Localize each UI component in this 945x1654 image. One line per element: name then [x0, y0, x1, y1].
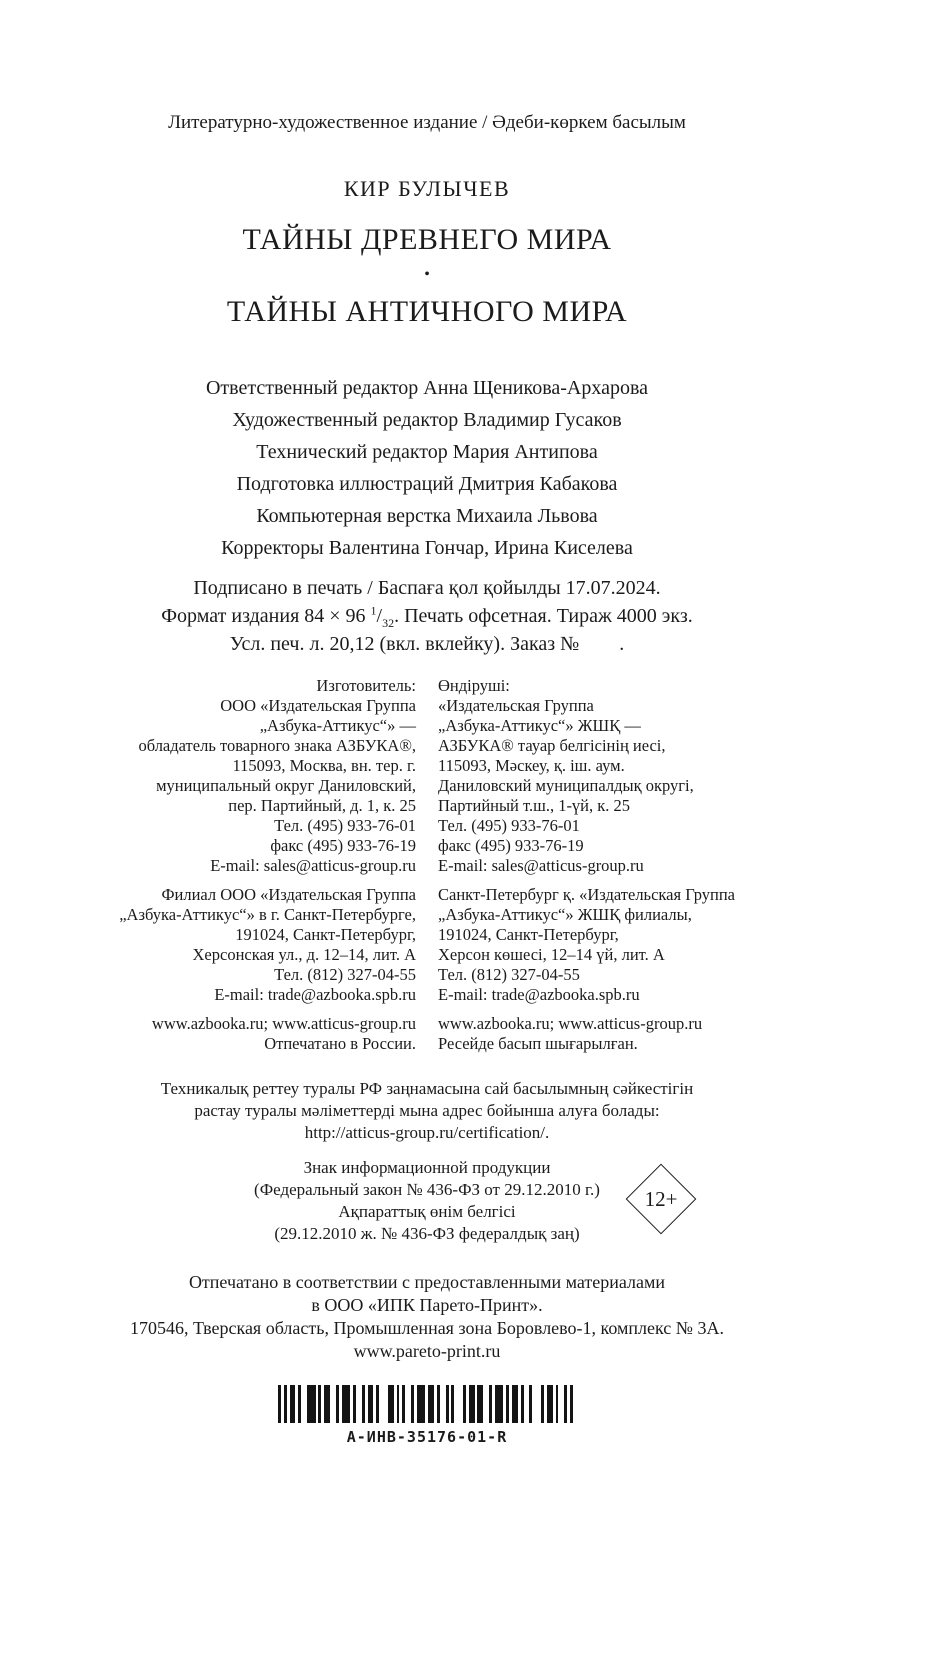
certification-line: Техникалық реттеу туралы РФ заңнамасына сай басылымның сәйкестігін [160, 1079, 694, 1098]
print-details [107, 574, 747, 658]
barcode-bar [495, 1385, 504, 1423]
fraction-slash: / [376, 605, 383, 627]
credit-line: Художественный редактор Владимир Гусаков [232, 409, 622, 431]
printing-house-section [107, 1271, 747, 1363]
imprint-line: Тел. (812) 327-04-55 [438, 965, 580, 984]
age-rating-line: (Федеральный закон № 436-ФЗ от 29.12.2010 г.) [254, 1180, 600, 1199]
credit-line: Ответственный редактор Анна Щеникова-Архарова [205, 377, 649, 399]
imprint-line: обладатель товарного знака АЗБУКА®, [138, 736, 416, 755]
credit-line: Компьютерная верстка Михаила Львова [256, 505, 598, 527]
age-rating-line: Ақпараттық өнім белгісі [338, 1202, 516, 1221]
imprint-column-russian [107, 676, 416, 1054]
imprint-line: E-mail: trade@azbooka.spb.ru [214, 985, 416, 1004]
fraction-numerator: 1 [370, 603, 377, 618]
title-separator-bullet: • [424, 266, 430, 283]
web-block-ru [107, 1014, 416, 1054]
age-rating-section [107, 1157, 747, 1245]
edition-note: Литературно-художественное издание / Әдеби-көркем басылым [168, 112, 686, 133]
imprint-line: «Издательская Группа [438, 696, 594, 715]
barcode-block [107, 1385, 747, 1446]
certification-url: http://atticus-group.ru/certification/. [304, 1123, 550, 1142]
staff-credits [107, 372, 747, 564]
author-name: КИР БУЛЫЧЕВ [343, 176, 511, 201]
credit-line: Технический редактор Мария Антипова [256, 441, 598, 463]
credit-line: Корректоры Валентина Гончар, Ирина Киселева [221, 537, 633, 559]
imprint-line: ООО «Издательская Группа [220, 696, 416, 715]
fraction-denominator: 32 [382, 616, 395, 630]
imprint-line: Тел. (495) 933-76-01 [438, 816, 580, 835]
age-rating-badge [623, 1161, 699, 1237]
printing-house-line: 170546, Тверская область, Промышленная зона Боровлево-1, комплекс № 3А. [130, 1318, 724, 1338]
imprint-line: пер. Партийный, д. 1, к. 25 [228, 796, 416, 815]
format-line [107, 602, 747, 630]
imprint-line: 115093, Москва, вн. тер. г. [232, 756, 416, 775]
imprint-line: Филиал ООО «Издательская Группа [161, 885, 416, 904]
signed-to-print-line: Подписано в печать / Баспаға қол қойылды 17.07.2024. [193, 577, 661, 599]
format-line-prefix: Формат издания 84 × 96 [161, 605, 371, 627]
imprint-line: Тел. (812) 327-04-55 [274, 965, 416, 984]
imprint-line: „Азбука-Аттикус“» ЖШҚ — [438, 716, 641, 735]
printing-house-line: Отпечатано в соответствии с предоставленными материалами [188, 1272, 666, 1292]
imprint-columns [107, 676, 747, 1054]
imprint-line: АЗБУКА® тауар белгісінің иесі, [438, 736, 666, 755]
printing-house-line: в ООО «ИПК Парето-Принт». [311, 1295, 543, 1315]
imprint-line: Санкт-Петербург қ. «Издательская Группа [438, 885, 735, 904]
imprint-line: E-mail: sales@atticus-group.ru [210, 856, 416, 875]
barcode-bar [342, 1385, 351, 1423]
branch-block-ru [107, 885, 416, 1005]
imprint-line: Херсон көшесі, 12–14 үй, лит. А [438, 945, 665, 964]
imprint-column-kazakh [438, 676, 747, 1054]
imprint-line: E-mail: trade@azbooka.spb.ru [438, 985, 640, 1004]
certification-note [107, 1078, 747, 1144]
imprint-line: 191024, Санкт-Петербург, [235, 925, 416, 944]
age-rating-value: 12+ [644, 1187, 678, 1211]
imprint-line: E-mail: sales@atticus-group.ru [438, 856, 644, 875]
imprint-line: Даниловский муниципалдық округі, [438, 776, 694, 795]
imprint-line: Отпечатано в России. [264, 1034, 416, 1053]
barcode-space [573, 1385, 576, 1423]
imprint-line: факс (495) 933-76-19 [438, 836, 584, 855]
imprint-line: факс (495) 933-76-19 [270, 836, 416, 855]
imprint-line: Өндіруші: [438, 676, 510, 695]
barcode-label: А-ИНВ-35176-01-R [346, 1428, 508, 1446]
format-line-suffix: . Печать офсетная. Тираж 4000 экз. [394, 605, 693, 627]
order-line: Усл. печ. л. 20,12 (вкл. вклейку). Заказ № . [229, 633, 625, 655]
imprint-line: 191024, Санкт-Петербург, [438, 925, 619, 944]
imprint-line: „Азбука-Аттикус“» — [259, 716, 416, 735]
manufacturer-block-ru [107, 676, 416, 876]
printing-house-url: www.pareto-print.ru [353, 1341, 501, 1361]
imprint-line: „Азбука-Аттикус“» в г. Санкт-Петербурге, [119, 905, 416, 924]
age-rating-line: (29.12.2010 ж. № 436-ФЗ федералдық заң) [274, 1224, 580, 1243]
imprint-line: „Азбука-Аттикус“» ЖШҚ филиалы, [438, 905, 692, 924]
barcode-bar [307, 1385, 316, 1423]
imprint-line: муниципальный округ Даниловский, [156, 776, 416, 795]
imprint-line: www.azbooka.ru; www.atticus-group.ru [151, 1014, 416, 1033]
branch-block-kz [438, 885, 747, 1005]
age-rating-line: Знак информационной продукции [303, 1158, 551, 1177]
credit-line: Подготовка иллюстраций Дмитрия Кабакова [236, 473, 618, 495]
imprint-line: Херсонская ул., д. 12–14, лит. А [192, 945, 416, 964]
barcode-space [379, 1385, 388, 1423]
imprint-line: Ресейде басып шығарылған. [438, 1034, 638, 1053]
imprint-line: Тел. (495) 933-76-01 [274, 816, 416, 835]
book-title-2: ТАЙНЫ АНТИЧНОГО МИРА [226, 295, 628, 328]
imprint-line: www.azbooka.ru; www.atticus-group.ru [438, 1014, 703, 1033]
barcode-space [532, 1385, 541, 1423]
barcode-bar [417, 1385, 426, 1423]
imprint-line: 115093, Мәскеу, қ. іш. аум. [438, 756, 625, 775]
content-block [107, 0, 747, 1446]
certification-line: растау туралы мәліметтерді мына адрес бойынша алуға болады: [194, 1101, 660, 1120]
manufacturer-block-kz [438, 676, 747, 876]
web-block-kz [438, 1014, 747, 1054]
book-title-1: ТАЙНЫ ДРЕВНЕГО МИРА [242, 223, 612, 256]
barcode-space [454, 1385, 463, 1423]
barcode [278, 1385, 576, 1423]
imprint-line: Партийный т.ш., 1-үй, к. 25 [438, 796, 631, 815]
imprint-line: Изготовитель: [316, 676, 416, 695]
